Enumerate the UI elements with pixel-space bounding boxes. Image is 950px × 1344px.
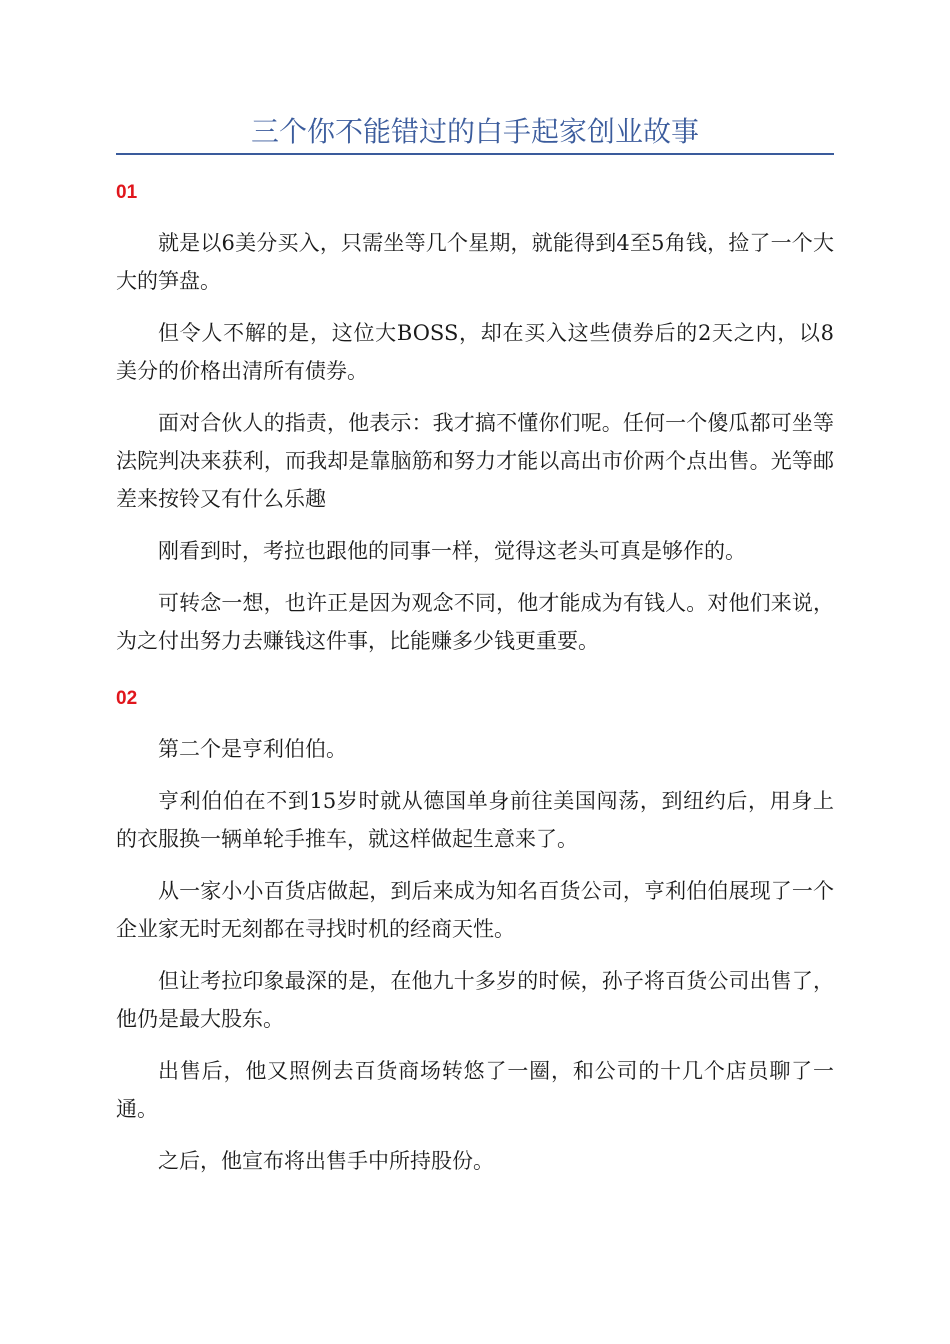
paragraph: 之后，他宣布将出售手中所持股份。 [158, 1149, 494, 1173]
paragraph: 但令人不解的是，这位大BOSS，却在买入这些债券后的2天之内，以8美分的价格出清所有债券。 [116, 321, 834, 383]
section-spacer [116, 674, 834, 684]
document-title: 三个你不能错过的白手起家创业故事 [250, 115, 699, 148]
paragraph: 从一家小小百货店做起，到后来成为知名百货公司，亨利伯伯展现了一个企业家无时无刻都在寻找时机的经商天性。 [116, 879, 834, 941]
paragraph: 出售后，他又照例去百货商场转悠了一圈，和公司的十几个店员聊了一通。 [116, 1059, 834, 1121]
document-body [116, 178, 834, 1194]
paragraph: 亨利伯伯在不到15岁时就从德国单身前往美国闯荡，到纽约后，用身上的衣服换一辆单轮手推车，就这样做起生意来了。 [116, 789, 834, 851]
section-number: 02 [116, 688, 138, 709]
paragraph: 但让考拉印象最深的是，在他九十多岁的时候，孙子将百货公司出售了，他仍是最大股东。 [116, 969, 834, 1031]
section-02 [116, 684, 834, 1180]
section-number: 01 [116, 182, 138, 203]
paragraph: 可转念一想，也许正是因为观念不同，他才能成为有钱人。对他们来说，为之付出努力去赚钱这件事，比能赚多少钱更重要。 [116, 591, 834, 653]
paragraph: 第二个是亨利伯伯。 [158, 737, 347, 761]
paragraph: 就是以6美分买入，只需坐等几个星期，就能得到4至5角钱，捡了一个大大的笋盘。 [116, 231, 834, 293]
section-01 [116, 178, 834, 660]
paragraph: 面对合伙人的指责，他表示：我才搞不懂你们呢。任何一个傻瓜都可坐等法院判决来获利，而我却是靠脑筋和努力才能以高出市价两个点出售。光等邮差来按铃又有什么乐趣 [116, 411, 834, 511]
title-underline [116, 153, 834, 155]
paragraph: 刚看到时，考拉也跟他的同事一样，觉得这老头可真是够作的。 [158, 539, 746, 563]
